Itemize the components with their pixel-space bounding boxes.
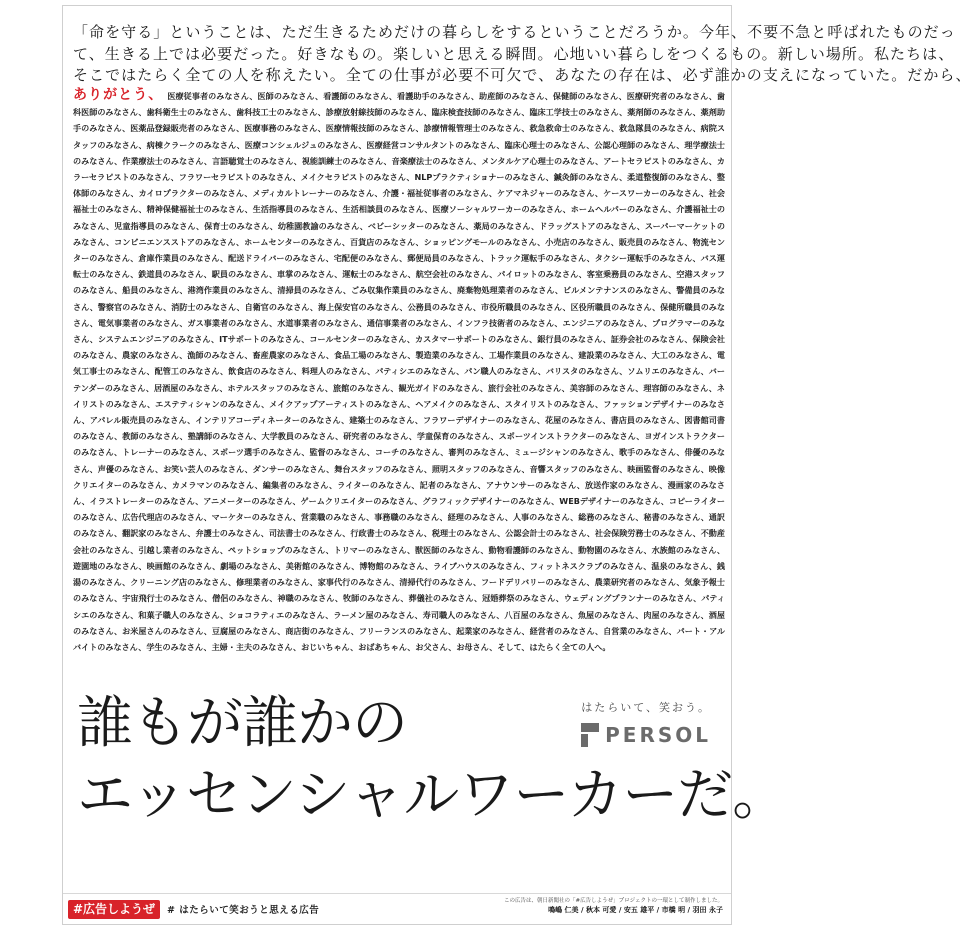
headline-line-2: エッセンシャルワーカーだ。: [77, 763, 788, 828]
footer-bar: [63, 893, 731, 924]
credits-note: この広告は、朝日新聞社の「#広告しようぜ」プロジェクトの一環として制作しました。: [503, 898, 723, 904]
intro-line-3: そこではたらく全ての人を称えたい。全ての仕事が必要不可欠で、あなたの存在は、必ず誰かの支えになっていた。だから、: [73, 66, 972, 84]
brand-block: [581, 699, 711, 747]
worker-list-text: [73, 87, 725, 669]
brand-tagline: はたらいて、笑おう。: [581, 701, 711, 714]
credits-names: 鳴嶋 仁美 / 秋本 可愛 / 安五 雄平 / 市橋 明 / 羽田 永子: [548, 906, 723, 914]
campaign-badge: #広告しようぜ: [68, 900, 160, 919]
thank-you-lead: ありがとう、: [73, 87, 164, 103]
intro-line-1: 「命を守る」ということは、ただ生きるためだけの暮らしをするということだろうか。今年、不要不急と呼ばれたものだっ: [73, 23, 956, 41]
worker-list-body: 医療従事者のみなさん、医師のみなさん、看護師のみなさん、看護助手のみなさん、助産師のみなさん、保健師のみなさん、医療研究者のみなさん、歯科医師のみなさん、歯科衛生士のみなさん、歯科技工士のみなさん、診療放射線技師のみなさん、臨床検査技師のみなさん、臨床工学技士のみなさん、薬剤師のみなさん、薬剤助手のみなさん、医薬品登録販売者のみなさん、医療事務のみなさん、医療情報技師のみなさん、診療情報管理士のみなさん、救急救命士のみなさん、救急隊員のみなさん、病院スタッフのみなさん、病棟クラークのみなさん、医療コンシェルジュのみなさん、医療経営コンサルタントのみなさん、臨床心理士のみなさん、公認心理師のみなさん、理学療法士のみなさん、作業療法士のみなさん、言語聴覚士のみなさん、視能訓練士のみなさん、音楽療法士のみなさん、メンタルケア心理士のみなさん、アートセラピストのみなさん、カラーセラピストのみなさん、フラワーセラピストのみなさん、メイクセラピストのみなさん、NLPプラクティショナーのみなさん、鍼灸師のみなさん、柔道整復師のみなさん、整体師のみなさん、カイロプラクターのみなさん、メディカルトレーナーのみなさん、介護・福祉従事者のみなさん、ケアマネジャーのみなさん、ケースワーカーのみなさん、社会福祉士のみなさん、精神保健福祉士のみなさん、生活指導員のみなさん、生活相談員のみなさん、医療ソーシャルワーカーのみなさん、ホームヘルパーのみなさん、介護福祉士のみなさん、児童指導員のみなさん、保育士のみなさん、幼稚園教諭のみなさん、ベビーシッターのみなさん、薬局のみなさん、ドラッグストアのみなさん、スーパーマーケットのみなさん、コンビニエンスストアのみなさん、ホームセンターのみなさん、百貨店のみなさん、ショッピングモールのみなさん、小売店のみなさん、販売員のみなさん、物流センターのみなさん、倉庫作業員のみなさん、配送ドライバーのみなさん、宅配便のみなさん、郵便局員のみなさん、トラック運転手のみなさん、タクシー運転手のみなさん、バス運転士のみなさん、鉄道員のみなさん、駅員のみなさん、車掌のみなさん、運転士のみなさん、航空会社のみなさん、パイロットのみなさん、客室乗務員のみなさん、空港スタッフのみなさん、船員のみなさん、港湾作業員のみなさん、清掃員のみなさん、ごみ収集作業員のみなさん、廃棄物処理業者のみなさん、ビルメンテナンスのみなさん、警備員のみなさん、警察官のみなさん、消防士のみなさん、自衛官のみなさん、海上保安官のみなさん、公務員のみなさん、市役所職員のみなさん、区役所職員のみなさん、保健所職員のみなさん、電気事業者のみなさん、ガス事業者のみなさん、水道事業者のみなさん、通信事業者のみなさん、インフラ技術者のみなさん、エンジニアのみなさん、プログラマーのみなさん、システムエンジニアのみなさん、ITサポートのみなさん、コールセンターのみなさん、カスタマーサポートのみなさん、銀行員のみなさん、証券会社のみなさん、保険会社のみなさん、農家のみなさん、漁師のみなさん、畜産農家のみなさん、食品工場のみなさん、製造業のみなさん、工場作業員のみなさん、建設業のみなさん、大工のみなさん、電気工事士のみなさん、配管工のみなさん、飲食店のみなさん、料理人のみなさん、パティシエのみなさん、パン職人のみなさん、バリスタのみなさん、ソムリエのみなさん、バーテンダーのみなさん、居酒屋のみなさん、ホテルスタッフのみなさん、旅館のみなさん、観光ガイドのみなさん、旅行会社のみなさん、美容師のみなさん、理容師のみなさん、ネイリストのみなさん、エステティシャンのみなさん、メイクアップアーティストのみなさん、ヘアメイクのみなさん、スタイリストのみなさん、ファッションデザイナーのみなさん、アパレル販売員のみなさん、インテリアコーディネーターのみなさん、建築士のみなさん、フラワーデザイナーのみなさん、花屋のみなさん、書店員のみなさん、図書館司書のみなさん、教師のみなさん、塾講師のみなさん、大学教員のみなさん、研究者のみなさん、学童保育のみなさん、スポーツインストラクターのみなさん、ヨガインストラクターのみなさん、トレーナーのみなさん、スポーツ選手のみなさん、監督のみなさん、コーチのみなさん、審判のみなさん、ミュージシャンのみなさん、歌手のみなさん、俳優のみなさん、声優のみなさん、お笑い芸人のみなさん、ダンサーのみなさん、舞台スタッフのみなさん、照明スタッフのみなさん、音響スタッフのみなさん、映画監督のみなさん、映像クリエイターのみなさん、カメラマンのみなさん、編集者のみなさん、ライターのみなさん、記者のみなさん、アナウンサーのみなさん、放送作家のみなさん、漫画家のみなさん、イラストレーターのみなさん、アニメーターのみなさん、ゲームクリエイターのみなさん、グラフィックデザイナーのみなさん、WEBデザイナーのみなさん、コピーライターのみなさん、広告代理店のみなさん、マーケターのみなさん、営業職のみなさん、事務職のみなさん、経理のみなさん、人事のみなさん、総務のみなさん、秘書のみなさん、通訳のみなさん、翻訳家のみなさん、弁護士のみなさん、司法書士のみなさん、行政書士のみなさん、税理士のみなさん、公認会計士のみなさん、社会保険労務士のみなさん、不動産会社のみなさん、引越し業者のみなさん、ペットショップのみなさん、トリマーのみなさん、獣医師のみなさん、動物看護師のみなさん、動物園のみなさん、水族館のみなさん、遊園地のみなさん、映画館のみなさん、劇場のみなさん、美術館のみなさん、博物館のみなさん、ライブハウスのみなさん、フィットネスクラブのみなさん、温泉のみなさん、銭湯のみなさん、クリーニング店のみなさん、修理業者のみなさん、家事代行のみなさん、清掃代行のみなさん、フードデリバリーのみなさん、農業研究者のみなさん、気象予報士のみなさん、宇宙飛行士のみなさん、僧侶のみなさん、神職のみなさん、牧師のみなさん、葬儀社のみなさん、冠婚葬祭のみなさん、ウェディングプランナーのみなさん、パティシエのみなさん、和菓子職人のみなさん、ショコラティエのみなさん、ラーメン屋のみなさん、寿司職人のみなさん、八百屋のみなさん、魚屋のみなさん、肉屋のみなさん、酒屋のみなさん、お米屋さんのみなさん、豆腐屋のみなさん、商店街のみなさん、フリーランスのみなさん、起業家のみなさん、経営者のみなさん、自営業のみなさん、パート・アルバイトのみなさん、学生のみなさん、主婦・主夫のみなさん、おじいちゃん、おばあちゃん、お父さん、お母さん、そして、はたらく全ての人へ。: [73, 91, 726, 652]
intro-paragraph: [73, 22, 972, 87]
persol-logo-icon: [581, 723, 599, 747]
newspaper-ad-page: [62, 5, 972, 925]
intro-line-2: て、生きる上では必要だった。好きなもの。楽しいと思える瞬間。心地いい暮らしをつくるもの。新しい場所。私たちは、: [73, 44, 955, 63]
campaign-hashtag: # はたらいて笑おうと思える広告: [167, 905, 320, 916]
persol-logo: [581, 723, 711, 747]
credits: [504, 897, 723, 916]
persol-logo-text: PERSOL: [605, 723, 711, 747]
headline-line-1: 誰もが誰かの: [77, 691, 407, 756]
